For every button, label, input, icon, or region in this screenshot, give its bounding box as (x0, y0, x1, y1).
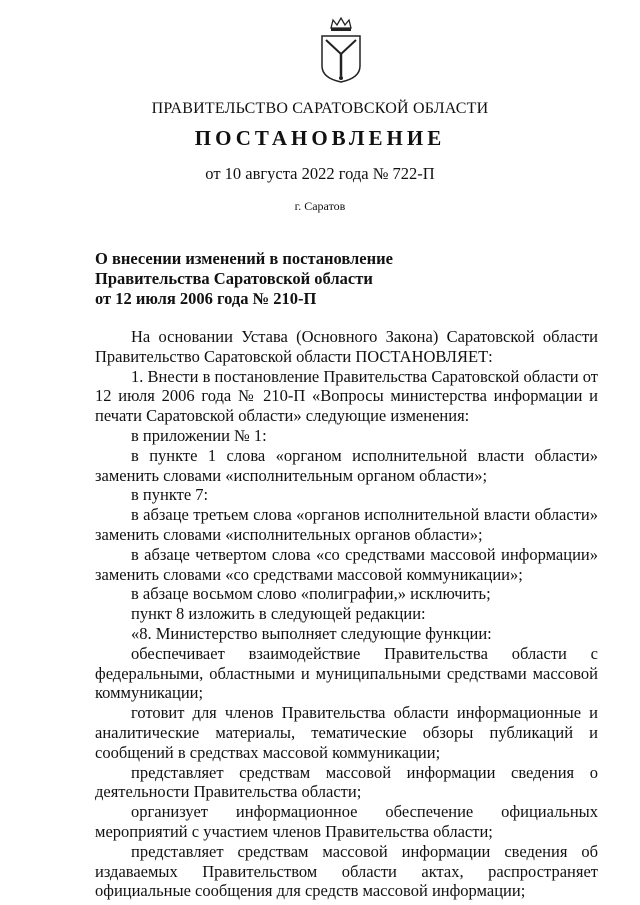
paragraph: 1. Внести в постановление Правительства Саратовской области от 12 июля 2006 года № 210-П «Вопросы министерства информации и печати Саратовской области» следующие изменения: (95, 366, 598, 426)
paragraph: в пункте 1 слова «органом исполнительной власти области» заменить словами «исполнительным органом области»; (95, 445, 598, 485)
subject-line: О внесении изменений в постановление (95, 249, 393, 268)
document-date-number: от 10 августа 2022 года № 722-П (205, 164, 435, 183)
document-type: ПОСТАНОВЛЕНИЕ (194, 126, 446, 150)
paragraph: в приложении № 1: (131, 425, 267, 445)
coat-of-arms-icon (318, 14, 364, 84)
paragraph: представляет средствам массовой информации сведения о деятельности Правительства области; (95, 762, 598, 802)
subject-line: Правительства Саратовской области (95, 269, 373, 288)
document-city: г. Саратов (294, 199, 346, 213)
paragraph: представляет средствам массовой информации сведения об издаваемых Правительством области актах, распространяет официальные сообщения для средств массовой информации; (95, 841, 598, 901)
paragraph: готовит для членов Правительства области информационные и аналитические материалы, тематические обзоры публикаций и сообщений в средствах массовой коммуникации; (95, 703, 598, 762)
paragraph: в абзаце восьмом слово «полиграфии,» исключить; (131, 584, 491, 604)
government-name: ПРАВИТЕЛЬСТВО САРАТОВСКОЙ ОБЛАСТИ (151, 100, 489, 117)
document-body (95, 327, 598, 901)
paragraph: организует информационное обеспечение официальных мероприятий с участием членов Правительства области; (95, 802, 598, 841)
paragraph: в абзаце четвертом слова «со средствами массовой информации» заменить словами «со средствами массовой коммуникации»; (95, 544, 598, 584)
document-subject (95, 249, 393, 309)
subject-line: от 12 июля 2006 года № 210-П (95, 289, 317, 308)
paragraph: в абзаце третьем слова «органов исполнительной власти области» заменить словами «исполнительных органов области»; (95, 505, 598, 544)
paragraph: На основании Устава (Основного Закона) Саратовской области Правительство Саратовской области ПОСТАНОВЛЯЕТ: (95, 327, 598, 366)
paragraph: в пункте 7: (131, 485, 209, 505)
paragraph: обеспечивает взаимодействие Правительства области с федеральными, областными и муниципальными средствами массовой коммуникации; (95, 643, 598, 703)
paragraph: «8. Министерство выполняет следующие функции: (131, 623, 492, 643)
paragraph: пункт 8 изложить в следующей редакции: (131, 604, 426, 624)
